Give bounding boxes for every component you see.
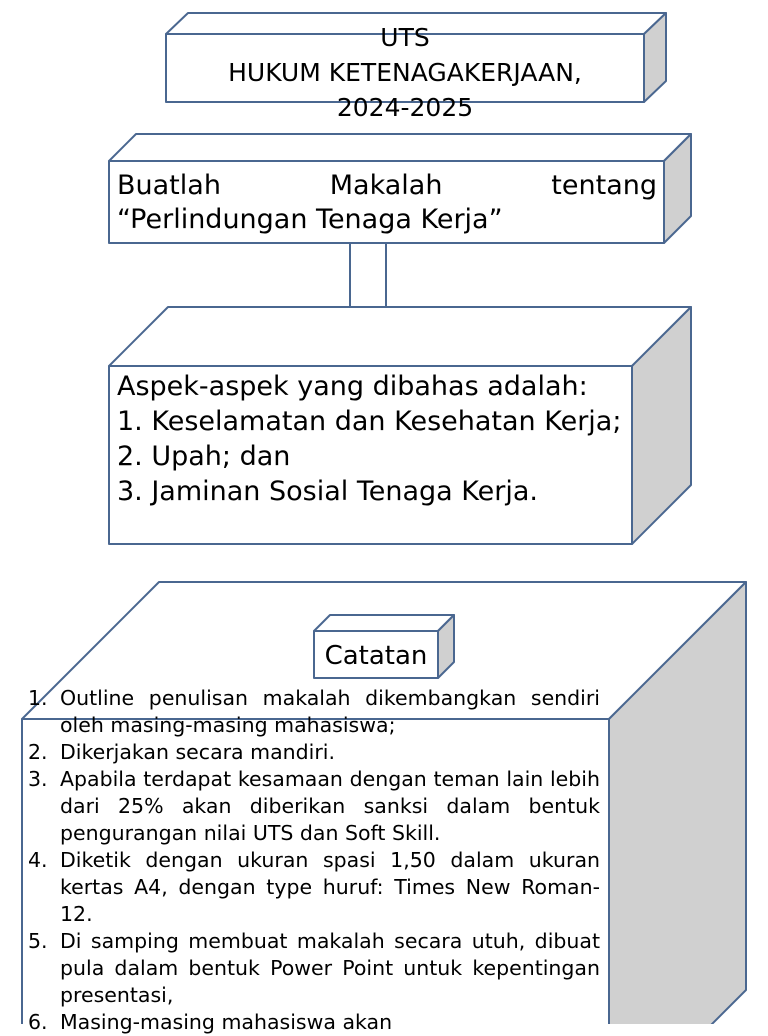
note-number: 1.	[28, 686, 48, 710]
note-number: 2.	[28, 740, 48, 764]
task-line-1: Buatlah Makalah tentang	[117, 170, 657, 201]
note-text: Dikerjakan secara mandiri.	[60, 740, 336, 764]
note-text: Masing-masing mahasiswa akan	[60, 1010, 393, 1034]
title-line-uts: UTS	[380, 23, 430, 52]
aspect-item-1: 1. Keselamatan dan Kesehatan Kerja;	[117, 406, 622, 437]
title-line-subject: HUKUM KETENAGAKERJAAN,	[228, 58, 582, 87]
note-item	[28, 685, 600, 739]
note-item	[28, 739, 600, 766]
note-text: Apabila terdapat kesamaan dengan teman lain lebih dari 25% akan diberikan sanksi dalam bentuk pengurangan nilai UTS dan Soft Skill.	[60, 767, 600, 845]
task-box-top	[109, 134, 691, 161]
note-text: Di samping membuat makalah secara utuh, dibuat pula dalam bentuk Power Point untuk kepentingan presentasi,	[60, 929, 600, 1007]
task-box-text	[117, 169, 657, 237]
aspects-box-text	[117, 369, 624, 509]
note-text: Outline penulisan makalah dikembangkan sendiri oleh masing-masing mahasiswa;	[60, 686, 600, 737]
aspects-heading: Aspek-aspek yang dibahas adalah:	[117, 371, 588, 402]
notes-title: Catatan	[324, 641, 428, 671]
note-number: 5.	[28, 929, 48, 953]
task-line-2: “Perlindungan Tenaga Kerja”	[117, 204, 503, 235]
note-number: 3.	[28, 767, 48, 791]
aspect-item-3: 3. Jaminan Sosial Tenaga Kerja.	[117, 476, 539, 507]
note-number: 6.	[28, 1010, 48, 1034]
note-text: Diketik dengan ukuran spasi 1,50 dalam ukuran kertas A4, dengan type huruf: Times New Roman-12.	[60, 848, 600, 926]
note-item	[28, 847, 600, 928]
note-item	[28, 766, 600, 847]
aspects-box-top	[109, 307, 691, 366]
note-item	[28, 928, 600, 1009]
note-item	[28, 1009, 600, 1036]
title-line-year: 2024-2025	[336, 93, 474, 122]
note-number: 4.	[28, 848, 48, 872]
title-box-text	[166, 20, 644, 125]
notes-list	[28, 685, 600, 1036]
aspect-item-2: 2. Upah; dan	[117, 441, 291, 472]
notes-title-top	[314, 615, 454, 631]
